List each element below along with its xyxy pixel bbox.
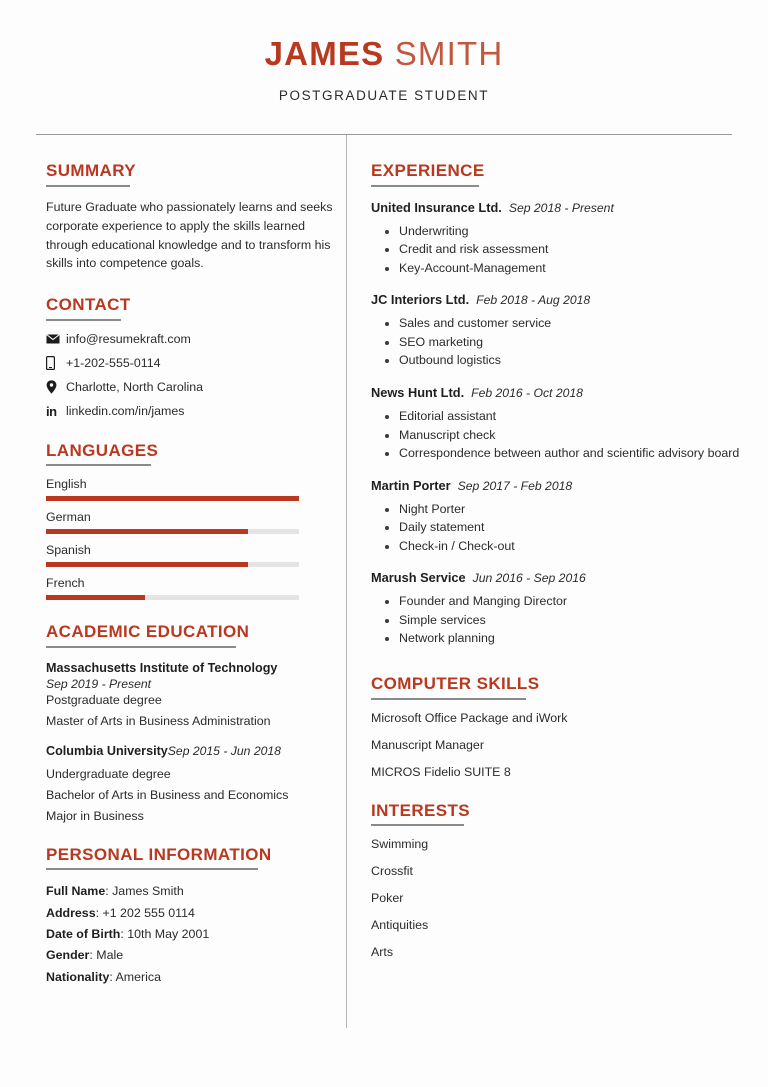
experience-entry bbox=[371, 476, 740, 556]
language-name: Spanish bbox=[46, 543, 91, 558]
section-languages bbox=[46, 441, 336, 601]
right-column bbox=[347, 161, 768, 972]
experience-head bbox=[371, 198, 740, 219]
language-bar-fill bbox=[46, 529, 248, 534]
resume-header bbox=[0, 0, 768, 103]
experience-head bbox=[371, 568, 740, 589]
contact-heading-rule bbox=[46, 319, 121, 321]
computer-skill-item: Microsoft Office Package and iWork bbox=[371, 710, 568, 725]
contact-item-location[interactable] bbox=[46, 380, 336, 394]
experience-bullets bbox=[371, 593, 740, 648]
computer-skills-heading: COMPUTER SKILLS bbox=[371, 673, 540, 693]
language-bar-fill bbox=[46, 496, 299, 501]
education-head bbox=[46, 659, 336, 691]
education-date: Sep 2015 - Jun 2018 bbox=[167, 743, 281, 758]
experience-company: United Insurance Ltd. bbox=[371, 199, 502, 215]
experience-head bbox=[371, 290, 740, 311]
languages-heading-rule bbox=[46, 464, 151, 466]
personal-row: Address: +1 202 555 0114 bbox=[46, 905, 195, 920]
experience-company: News Hunt Ltd. bbox=[371, 385, 465, 401]
interests-heading: INTERESTS bbox=[371, 800, 471, 820]
experience-bullet: Network planning bbox=[385, 630, 740, 648]
personal-label: Address bbox=[46, 905, 96, 920]
experience-heading-rule bbox=[371, 185, 479, 187]
education-detail: Major in Business bbox=[46, 808, 144, 823]
contact-value-location: Charlotte, North Carolina bbox=[66, 379, 204, 394]
personal-label: Nationality bbox=[46, 969, 110, 984]
personal-heading-rule bbox=[46, 868, 258, 870]
personal-value: +1 202 555 0114 bbox=[102, 905, 195, 920]
experience-date: Sep 2018 - Present bbox=[508, 200, 614, 215]
education-school: Massachusetts Institute of Technology bbox=[46, 660, 278, 675]
education-head bbox=[46, 742, 336, 760]
interest-item: Swimming bbox=[371, 837, 429, 852]
language-bar-fill bbox=[46, 595, 145, 600]
experience-date: Sep 2017 - Feb 2018 bbox=[457, 478, 573, 493]
experience-entry bbox=[371, 290, 740, 370]
left-column bbox=[0, 161, 346, 992]
experience-heading: EXPERIENCE bbox=[371, 161, 485, 181]
computer-skill-item: Manuscript Manager bbox=[371, 737, 484, 752]
language-item bbox=[46, 543, 336, 567]
language-item bbox=[46, 576, 336, 600]
education-detail: Master of Arts in Business Administration bbox=[46, 713, 271, 728]
interest-item: Antiquities bbox=[371, 918, 429, 933]
experience-head bbox=[371, 383, 740, 404]
education-entry bbox=[46, 742, 336, 823]
experience-entry bbox=[371, 568, 740, 648]
experience-bullet: SEO marketing bbox=[385, 334, 740, 352]
computer-skills-heading-rule bbox=[371, 698, 526, 700]
academic-heading: ACADEMIC EDUCATION bbox=[46, 622, 250, 642]
experience-bullets bbox=[371, 408, 740, 463]
job-title: POSTGRADUATE STUDENT bbox=[278, 88, 490, 104]
experience-entry bbox=[371, 383, 740, 463]
personal-value: James Smith bbox=[112, 884, 184, 899]
personal-value: Male bbox=[96, 948, 124, 963]
language-name: French bbox=[46, 576, 85, 591]
experience-bullet: Correspondence between author and scientific advisory board bbox=[385, 445, 740, 463]
phone-icon bbox=[46, 356, 66, 370]
experience-bullet: Editorial assistant bbox=[385, 408, 740, 426]
education-entry bbox=[46, 659, 336, 728]
language-name: English bbox=[46, 477, 87, 492]
interest-item: Poker bbox=[371, 891, 404, 906]
experience-company: Marush Service bbox=[371, 570, 466, 586]
interests-list bbox=[371, 837, 740, 959]
first-name: JAMES bbox=[264, 35, 385, 72]
language-bar-track bbox=[46, 562, 299, 567]
language-bar-track bbox=[46, 529, 299, 534]
experience-head bbox=[371, 476, 740, 497]
personal-label: Full Name bbox=[46, 884, 106, 899]
contact-item-email[interactable] bbox=[46, 332, 336, 346]
language-bar-track bbox=[46, 595, 299, 600]
computer-skill-item: MICROS Fidelio SUITE 8 bbox=[371, 764, 511, 779]
section-computer-skills bbox=[371, 674, 740, 779]
experience-company: JC Interiors Ltd. bbox=[371, 292, 470, 308]
personal-row: Full Name: James Smith bbox=[46, 884, 184, 899]
language-item bbox=[46, 510, 336, 534]
location-pin-icon bbox=[46, 380, 66, 394]
languages-list bbox=[46, 477, 336, 600]
section-experience bbox=[371, 161, 740, 648]
personal-heading: PERSONAL INFORMATION bbox=[46, 844, 272, 864]
language-bar-fill bbox=[46, 562, 248, 567]
personal-row: Gender: Male bbox=[46, 948, 124, 963]
experience-bullet: Outbound logistics bbox=[385, 352, 740, 370]
interests-heading-rule bbox=[371, 824, 464, 826]
personal-row: Nationality: America bbox=[46, 969, 161, 984]
language-item bbox=[46, 477, 336, 501]
summary-heading: SUMMARY bbox=[46, 161, 136, 181]
experience-bullet: Key-Account-Management bbox=[385, 260, 740, 278]
experience-entry bbox=[371, 198, 740, 278]
section-contact bbox=[46, 295, 336, 419]
experience-bullet: Check-in / Check-out bbox=[385, 538, 740, 556]
linkedin-icon: in bbox=[46, 403, 57, 419]
experience-bullet: Founder and Manging Director bbox=[385, 593, 740, 611]
last-name: SMITH bbox=[394, 35, 504, 72]
experience-date: Feb 2018 - Aug 2018 bbox=[476, 293, 591, 308]
experience-date: Jun 2016 - Sep 2016 bbox=[472, 571, 586, 586]
experience-date: Feb 2016 - Oct 2018 bbox=[471, 386, 583, 401]
summary-text: Future Graduate who passionately learns and seeks corporate experience to apply the skills learned through educational knowledge and to transform his skills into competence goals. bbox=[46, 199, 333, 271]
experience-bullet: Daily statement bbox=[385, 519, 740, 537]
experience-bullets bbox=[371, 223, 740, 278]
experience-bullet: Underwriting bbox=[385, 223, 740, 241]
experience-bullet: Simple services bbox=[385, 612, 740, 630]
summary-heading-rule bbox=[46, 185, 130, 187]
experience-bullet: Manuscript check bbox=[385, 427, 740, 445]
candidate-name bbox=[0, 36, 768, 72]
experience-company: Martin Porter bbox=[371, 477, 451, 493]
personal-row: Date of Birth: 10th May 2001 bbox=[46, 927, 210, 942]
section-interests bbox=[371, 801, 740, 960]
experience-bullet: Credit and risk assessment bbox=[385, 241, 740, 259]
language-bar-track bbox=[46, 496, 299, 501]
envelope-icon bbox=[46, 334, 66, 344]
education-school: Columbia University bbox=[46, 743, 168, 758]
contact-heading: CONTACT bbox=[46, 295, 131, 315]
academic-heading-rule bbox=[46, 646, 236, 648]
contact-value-linkedin: linkedin.com/in/james bbox=[66, 404, 185, 419]
contact-value-email: info@resumekraft.com bbox=[66, 331, 191, 346]
experience-bullets bbox=[371, 315, 740, 370]
experience-bullets bbox=[371, 501, 740, 556]
language-name: German bbox=[46, 510, 91, 525]
personal-label: Gender bbox=[46, 948, 90, 963]
personal-label: Date of Birth bbox=[46, 927, 121, 942]
contact-list bbox=[46, 332, 336, 419]
resume-columns bbox=[0, 135, 768, 1028]
contact-item-phone[interactable] bbox=[46, 356, 336, 370]
section-academic-education bbox=[46, 622, 336, 823]
section-personal-information bbox=[46, 845, 336, 988]
education-date: Sep 2019 - Present bbox=[46, 676, 152, 691]
interest-item: Crossfit bbox=[371, 864, 413, 879]
education-detail: Postgraduate degree bbox=[46, 692, 162, 707]
computer-skills-list bbox=[371, 711, 740, 779]
contact-item-linkedin[interactable] bbox=[46, 404, 336, 419]
personal-value: 10th May 2001 bbox=[127, 927, 210, 942]
interest-item: Arts bbox=[371, 945, 394, 960]
education-detail: Bachelor of Arts in Business and Economics bbox=[46, 787, 289, 802]
section-summary bbox=[46, 161, 336, 273]
languages-heading: LANGUAGES bbox=[46, 440, 159, 460]
experience-bullet: Night Porter bbox=[385, 501, 740, 519]
personal-value: America bbox=[115, 969, 161, 984]
contact-value-phone: +1-202-555-0114 bbox=[66, 355, 161, 370]
education-detail: Undergraduate degree bbox=[46, 766, 171, 781]
experience-bullet: Sales and customer service bbox=[385, 315, 740, 333]
